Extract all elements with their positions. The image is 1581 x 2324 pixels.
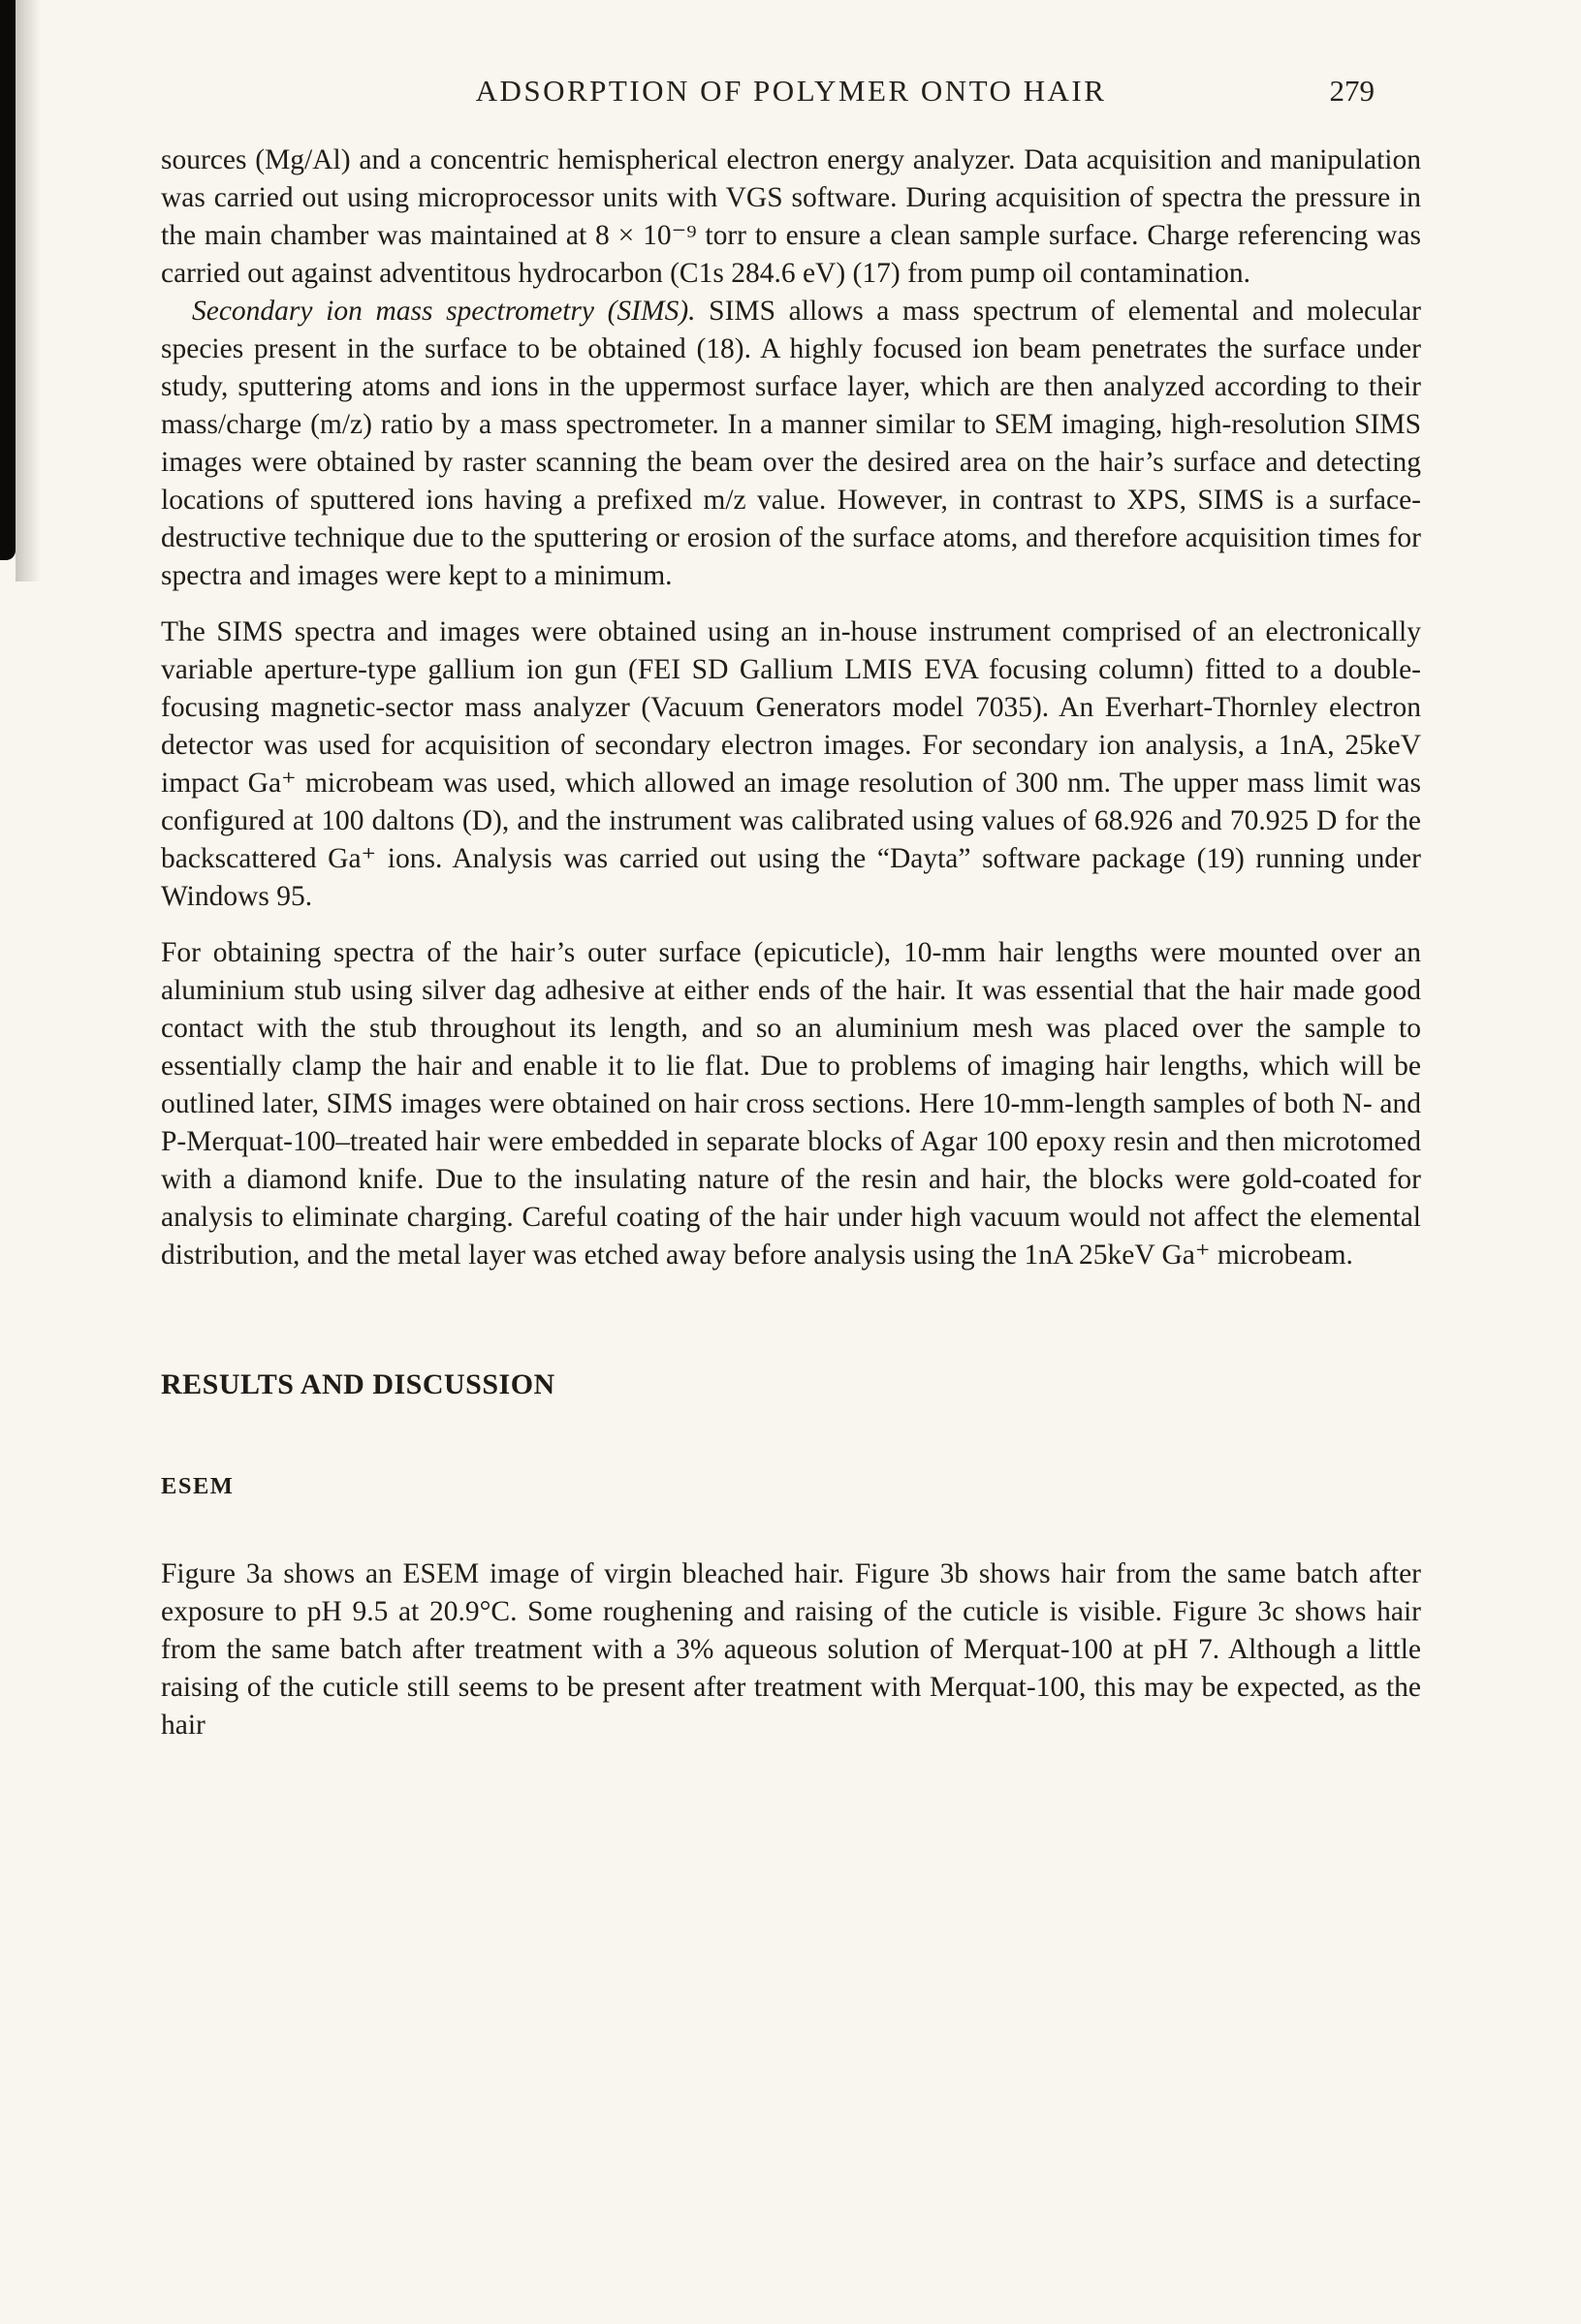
paragraph-sources-continuation: sources (Mg/Al) and a concentric hemispherical electron energy analyzer. Data acquisition and manipulation was carried out using microprocessor units with VGS software. During acquisition of spectra the pressure in the main chamber was maintained at 8 × 10⁻⁹ torr to ensure a clean sample surface. Charge referencing was carried out against adventitous hydrocarbon (C1s 284.6 eV) (17) from pump oil contamination. <box>161 144 1421 289</box>
paragraph-sims-intro-text: SIMS allows a mass spectrum of elemental and molecular species present in the surface to be obtained (18). A highly focused ion beam penetrates the surface under study, sputtering atoms and ions in the uppermost surface layer, which are then analyzed according to their mass/charge (m/z) ratio by a mass spectrometer. In a manner similar to SEM imaging, high-resolution SIMS images were obtained by raster scanning the beam over the desired area on the hair’s surface and detecting locations of sputtered ions having a prefixed m/z value. However, in contrast to XPS, SIMS is a surface-destructive technique due to the sputtering or erosion of the surface atoms, and therefore acquisition times for spectra and images were kept to a minimum. <box>161 296 1421 591</box>
scan-edge-shadow <box>16 0 41 581</box>
page-number: 279 <box>1329 74 1375 108</box>
paragraph-sample-preparation: For obtaining spectra of the hair’s outer surface (epicuticle), 10-mm hair lengths were mounted over an aluminium stub using silver dag adhesive at either ends of the hair. It was essential that the hair made good contact with the stub throughout its length, and so an aluminium mesh was placed over the sample to essentially clamp the hair and enable it to lie flat. Due to problems of imaging hair lengths, which will be outlined later, SIMS images were obtained on hair cross sections. Here 10-mm-length samples of both N- and P-Merquat-100–treated hair were embedded in separate blocks of Agar 100 epoxy resin and then microtomed with a diamond knife. Due to the insulating nature of the resin and hair, the blocks were gold-coated for analysis to eliminate charging. Careful coating of the hair under high vacuum would not affect the elemental distribution, and the metal layer was etched away before analysis using the 1nA 25keV Ga⁺ microbeam. <box>161 937 1421 1271</box>
running-head-title: ADSORPTION OF POLYMER ONTO HAIR <box>475 74 1107 108</box>
page-header <box>161 74 1421 112</box>
paragraph-esem-results: Figure 3a shows an ESEM image of virgin bleached hair. Figure 3b shows hair from the same batch after exposure to pH 9.5 at 20.9°C. Some roughening and raising of the cuticle is visible. Figure 3c shows hair from the same batch after treatment with a 3% aqueous solution of Merquat-100 at pH 7. Although a little raising of the cuticle still seems to be present after treatment with Merquat-100, this may be expected, as the hair <box>161 1558 1421 1741</box>
scan-edge-artifact <box>0 0 16 560</box>
subsection-heading-esem: ESEM <box>161 1473 235 1499</box>
section-heading-results-and-discussion: RESULTS AND DISCUSSION <box>161 1368 555 1400</box>
paragraph-sims-intro <box>161 293 1421 595</box>
page-body <box>161 141 1421 1744</box>
italic-lead-sims: Secondary ion mass spectrometry (SIMS). <box>192 296 696 327</box>
paragraph-sims-instrument: The SIMS spectra and images were obtained using an in-house instrument comprised of an electronically variable aperture-type gallium ion gun (FEI SD Gallium LMIS EVA focusing column) fitted to a double-focusing magnetic-sector mass analyzer (Vacuum Generators model 7035). An Everhart-Thornley electron detector was used for acquisition of secondary electron images. For secondary ion analysis, a 1nA, 25keV impact Ga⁺ microbeam was used, which allowed an image resolution of 300 nm. The upper mass limit was configured at 100 daltons (D), and the instrument was calibrated using values of 68.926 and 70.925 D for the backscattered Ga⁺ ions. Analysis was carried out using the “Dayta” software package (19) running under Windows 95. <box>161 616 1421 912</box>
